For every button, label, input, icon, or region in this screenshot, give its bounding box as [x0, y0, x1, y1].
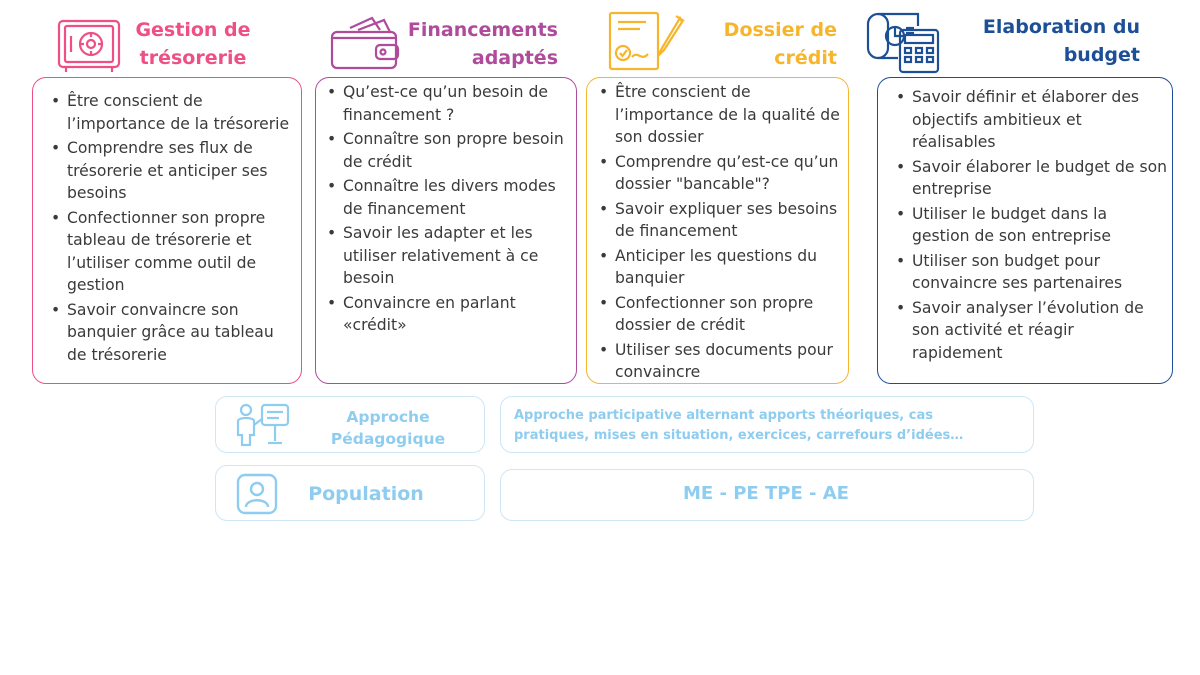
list-item: • Anticiper les questions du banquier: [591, 245, 843, 290]
card-budget: [877, 77, 1173, 384]
list-item: • Savoir analyser l’évolution de son activité et réagir rapidement: [888, 297, 1168, 365]
list-item: • Confectionner son propre tableau de trésorerie et l’utiliser comme outil de gestion: [43, 207, 298, 297]
list-item: • Utiliser son budget pour convaincre ses partenaires: [888, 250, 1168, 295]
person-icon: [236, 473, 278, 515]
card-tresorerie: [32, 77, 302, 384]
approche-label: Approche Pédagogique: [330, 408, 446, 448]
list-item: • Savoir élaborer le budget de son entreprise: [888, 156, 1168, 201]
list-item: • Confectionner son propre dossier de crédit: [591, 292, 843, 337]
list-item: • Être conscient de l’importance de la qualité de son dossier: [591, 81, 843, 149]
list-item: • Connaître les divers modes de financement: [319, 175, 571, 220]
card-credit: [586, 77, 849, 384]
list-item: • Utiliser le budget dans la gestion de son entreprise: [888, 203, 1168, 248]
list-item: • Comprendre qu’est-ce qu’un dossier "bancable"?: [591, 151, 843, 196]
list-item: • Comprendre ses flux de trésorerie et anticiper ses besoins: [43, 137, 298, 205]
list-item: • Savoir convaincre son banquier grâce au tableau de trésorerie: [43, 299, 298, 367]
contract-icon: [606, 10, 686, 72]
population-label: Population: [308, 483, 424, 505]
title-tresorerie: Gestion de trésorerie: [135, 19, 251, 69]
list-item: • Utiliser ses documents pour convaincre: [591, 339, 843, 384]
approche-text: Approche participative alternant apports théoriques, cas pratiques, mises en situation, exercices, carrefours d’idées…: [514, 408, 964, 443]
list-item: • Savoir définir et élaborer des objectifs ambitieux et réalisables: [888, 86, 1168, 154]
title-credit: Dossier de crédit: [723, 19, 837, 69]
list-item: • Connaître son propre besoin de crédit: [319, 128, 571, 173]
card-financements: [315, 77, 577, 384]
title-budget: Elaboration du budget: [982, 16, 1140, 66]
teacher-board-icon: [234, 401, 296, 449]
title-financements: Financements adaptés: [407, 19, 558, 69]
approche-text-box: [500, 396, 1034, 453]
list-item: • Être conscient de l’importance de la trésorerie: [43, 90, 298, 135]
approche-label-box: [215, 396, 485, 453]
list-item: • Savoir expliquer ses besoins de financement: [591, 198, 843, 243]
list-item: • Convaincre en parlant «crédit»: [319, 292, 571, 337]
list-item: • Savoir les adapter et les utiliser relativement à ce besoin: [319, 222, 571, 290]
population-label-box: [215, 465, 485, 521]
list-item: • Qu’est-ce qu’un besoin de financement ?: [319, 81, 571, 126]
safe-icon: [56, 18, 122, 74]
population-text-box: [500, 469, 1034, 521]
population-text: ME - PE TPE - AE: [683, 483, 849, 504]
wallet-icon: [328, 14, 402, 72]
budget-calculator-icon: [862, 8, 942, 74]
